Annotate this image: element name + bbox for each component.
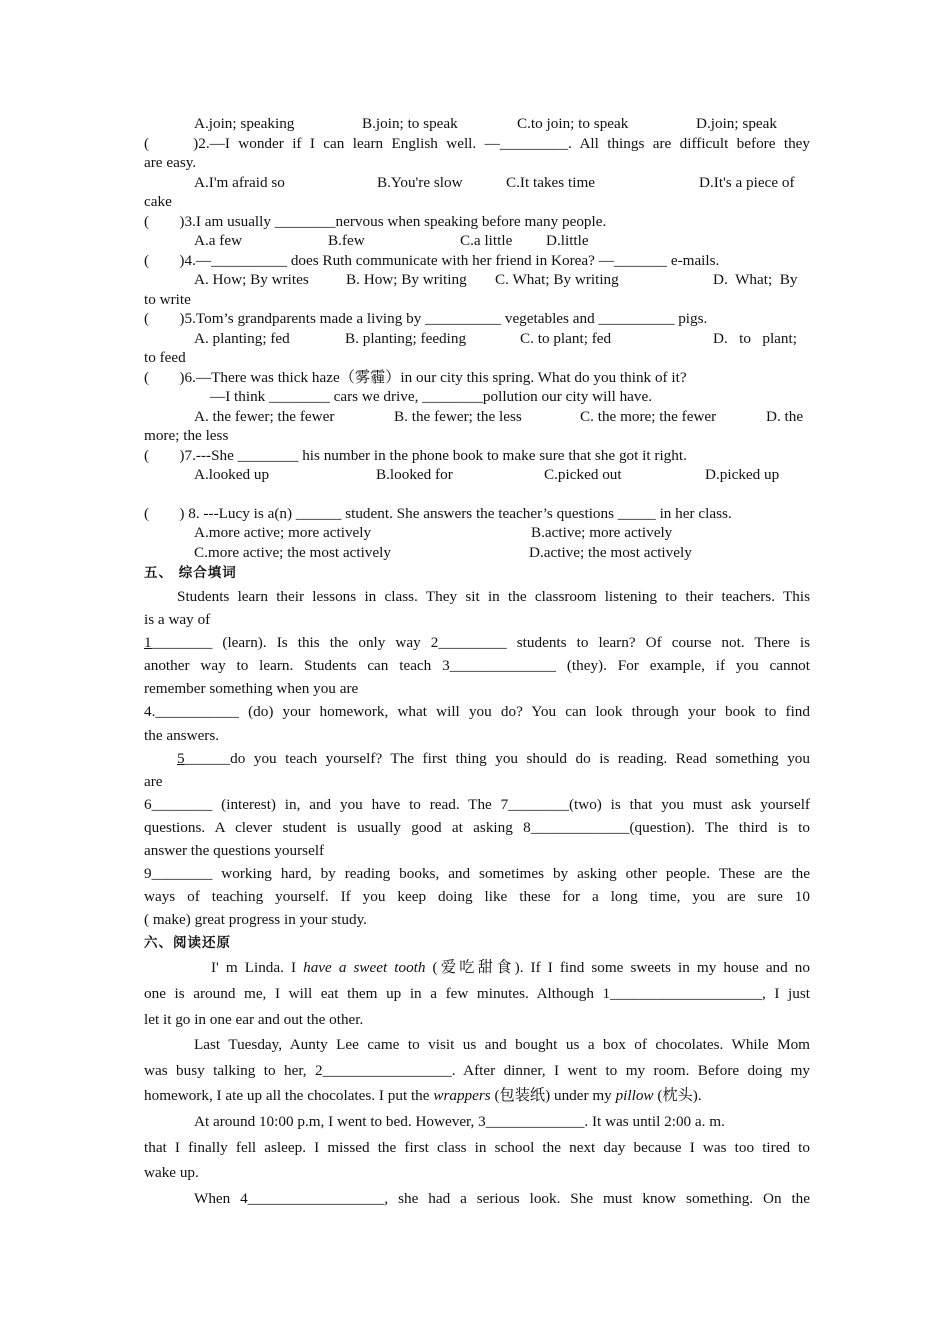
- q4-option-b: B. How; By writing: [346, 271, 467, 288]
- q5-option-a: A. planting; fed: [194, 329, 290, 347]
- section-6-passage: [144, 955, 810, 1211]
- q7-options: [144, 465, 810, 485]
- reading-line: When 4__________________, she had a serious look. She must know something. On the: [194, 1189, 810, 1207]
- passage-line: [144, 747, 810, 770]
- passage-line: 6________ (interest) in, and you have to read. The 7________(two) is that you must ask yourself: [144, 795, 810, 813]
- passage-line: Students learn their lessons in class. They sit in the classroom listening to their teachers. This: [177, 588, 810, 605]
- passage-line: questions. A clever student is usually good at asking 8_____________(question). The third is to: [144, 818, 810, 836]
- reading-italic-word: pillow: [615, 1087, 654, 1105]
- q4-option-a: A. How; By writes: [194, 271, 309, 288]
- q5-option-b: B. planting; feeding: [345, 329, 467, 347]
- q7-stem: [144, 446, 810, 466]
- q4-options: [144, 270, 810, 290]
- q4-option-d: D. What; By: [713, 271, 798, 288]
- q5-options: [144, 329, 810, 349]
- q6-stem: [144, 368, 810, 388]
- section-5-passage: [144, 585, 810, 931]
- section-5-heading: 五、 综合填词: [144, 565, 237, 581]
- q7-option-b: B.looked for: [376, 466, 453, 483]
- reading-italic-word: wrappers: [433, 1087, 491, 1105]
- q5-paren: ( ): [144, 310, 185, 327]
- q7-stem-text: 7.---She ________ his number in the phone book to make sure that she got it right.: [184, 446, 687, 464]
- passage-line: the answers.: [144, 726, 220, 744]
- q2-option-a: A.I'm afraid so: [194, 173, 285, 191]
- blank-number-5: 5: [177, 749, 185, 767]
- q2-paren: ( ): [144, 134, 199, 152]
- q5-stem: [144, 309, 810, 329]
- q3-option-b: B.few: [328, 232, 365, 249]
- q1-option-c: C.to join; to speak: [517, 115, 629, 132]
- reading-text: (包装纸) under my: [490, 1087, 616, 1105]
- q6-paren: ( ): [144, 368, 185, 386]
- reading-line: let it go in one ear and out the other.: [144, 1010, 364, 1028]
- q1-option-b: B.join; to speak: [362, 115, 458, 132]
- q5-stem-text: 5.Tom’s grandparents made a living by __________ vegetables and __________ pigs.: [184, 310, 708, 327]
- reading-line: wake up.: [144, 1164, 199, 1182]
- passage-line: remember something when you are: [144, 680, 359, 698]
- passage-line: ways of teaching yourself. If you keep doing like these for a long time, you are sure 10: [144, 888, 810, 906]
- q6-options-wrap: more; the less: [144, 427, 229, 444]
- passage-line-text: ______do you teach yourself? The first thing you should do is reading. Read something you: [184, 749, 810, 767]
- q2-option-c: C.It takes time: [506, 173, 595, 191]
- passage-line: another way to learn. Students can teach 3______________ (they). For example, if you cannot: [144, 657, 810, 675]
- q2-options-wrap: cake: [144, 193, 172, 210]
- passage-line: ( make) great progress in your study.: [144, 911, 367, 929]
- passage-line: are: [144, 772, 163, 790]
- q1-option-d: D.join; speak: [696, 115, 777, 132]
- q1-option-a: A.join; speaking: [194, 115, 295, 132]
- q2-stem: [144, 134, 810, 154]
- q6-option-c: C. the more; the fewer: [580, 407, 717, 425]
- q6-option-a: A. the fewer; the fewer: [194, 407, 335, 425]
- q8-option-d: D.active; the most actively: [529, 543, 692, 561]
- q6-option-b: B. the fewer; the less: [394, 407, 522, 425]
- q6-option-d: D. the: [766, 407, 804, 425]
- q7-option-d: D.picked up: [705, 466, 780, 483]
- passage-line: answer the questions yourself: [144, 842, 325, 860]
- q5-options-wrap: to feed: [144, 349, 186, 366]
- q3-option-c: C.a little: [460, 232, 513, 249]
- passage-line: [144, 631, 810, 654]
- q8-stem-text: 8. ---Lucy is a(n) ______ student. She answers the teacher’s questions _____ in her class.: [184, 504, 732, 522]
- passage-line-text: ________ (learn). Is this the only way 2_________ students to learn? Of course not. There is: [151, 634, 810, 652]
- q8-option-b: B.active; more actively: [531, 524, 673, 541]
- q4-option-c: C. What; By writing: [495, 271, 619, 288]
- q7-paren: ( ): [144, 446, 185, 464]
- reading-line: [144, 1083, 810, 1109]
- q6-stem-cont: —I think ________ cars we drive, ________pollution our city will have.: [210, 388, 653, 405]
- worksheet-page: [144, 114, 810, 1211]
- reading-line: was busy talking to her, 2_________________. After dinner, I went to my room. Before doing my: [144, 1061, 810, 1079]
- q2-option-b: B.You're slow: [377, 173, 463, 191]
- q6-options: [144, 407, 810, 427]
- section-6-heading: 六、阅读还原: [144, 935, 231, 952]
- q2-options: [144, 173, 810, 193]
- reading-line: Last Tuesday, Aunty Lee came to visit us and bought us a box of chocolates. While Mom: [194, 1036, 810, 1054]
- blank-number-1: 1: [144, 634, 152, 652]
- q4-paren: ( ): [144, 251, 185, 269]
- q3-stem-text: 3.I am usually ________nervous when speaking before many people.: [184, 212, 607, 230]
- q1-options: [144, 114, 810, 134]
- q7-option-a: A.looked up: [194, 466, 270, 483]
- q3-option-a: A.a few: [194, 232, 243, 249]
- reading-line: [144, 955, 810, 981]
- q2-option-d: D.It's a piece of: [699, 173, 795, 191]
- q8-options-row2: [144, 543, 810, 563]
- q2-stem-cont: are easy.: [144, 154, 197, 171]
- q5-option-d: D. to plant;: [713, 329, 797, 347]
- reading-line: that I finally fell asleep. I missed the first class in school the next day because I was too tired to: [144, 1138, 810, 1156]
- q3-paren: ( ): [144, 212, 185, 230]
- reading-italic-phrase: have a sweet tooth: [303, 959, 426, 977]
- reading-line: At around 10:00 p.m, I went to bed. However, 3_____________. It was until 2:00 a. m.: [194, 1112, 725, 1130]
- passage-line: is a way of: [144, 611, 211, 629]
- q4-stem-text: 4.—__________ does Ruth communicate with her friend in Korea? —_______ e-mails.: [184, 251, 720, 269]
- q5-option-c: C. to plant; fed: [520, 329, 612, 347]
- q4-stem: [144, 251, 810, 271]
- passage-line: 4.___________ (do) your homework, what will you do? You can look through your book to find: [144, 703, 810, 721]
- q4-options-wrap: to write: [144, 290, 191, 308]
- q2-stem-text: 2.—I wonder if I can learn English well. —_________. All things are difficult before they: [198, 134, 810, 152]
- q7-option-c: C.picked out: [544, 466, 622, 483]
- q6-stem-text: 6.—There was thick haze（雾霾）in our city this spring. What do you think of it?: [184, 368, 687, 386]
- q3-options: [144, 231, 810, 251]
- reading-text: I' m Linda. I: [211, 959, 304, 977]
- reading-text: (爱吃甜食). If I find some sweets in my house and no: [425, 959, 810, 977]
- spacer: [144, 485, 810, 504]
- reading-line: one is around me, I will eat them up in a few minutes. Although 1____________________, I just: [144, 985, 810, 1002]
- passage-line: 9________ working hard, by reading books, and sometimes by asking other people. These are the: [144, 865, 810, 883]
- q8-options-row1: [144, 523, 810, 543]
- q8-stem: [144, 504, 810, 524]
- reading-text: homework, I ate up all the chocolates. I put the: [144, 1087, 434, 1105]
- q8-paren: ( ): [144, 504, 185, 522]
- q8-option-c: C.more active; the most actively: [194, 543, 391, 561]
- q3-stem: [144, 212, 810, 232]
- reading-text: (枕头).: [653, 1087, 702, 1105]
- q8-option-a: A.more active; more actively: [194, 524, 372, 541]
- q3-option-d: D.little: [546, 232, 589, 249]
